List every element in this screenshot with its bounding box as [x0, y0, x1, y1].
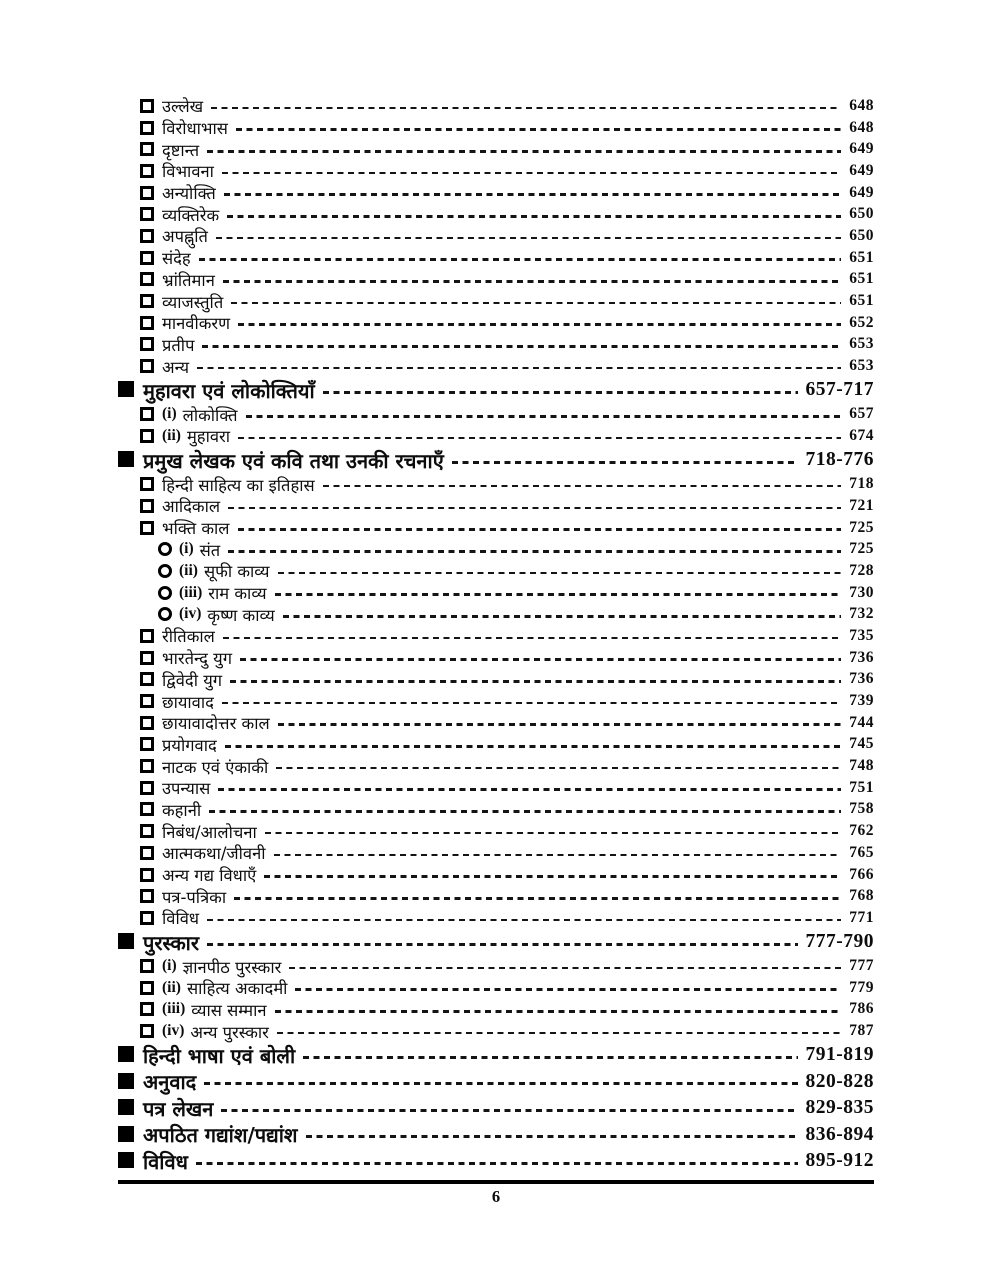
- toc-row: [118, 425, 874, 447]
- open-square-icon: [140, 629, 154, 643]
- toc-row: [118, 447, 874, 474]
- open-square-icon: [140, 407, 154, 421]
- toc-row: [118, 269, 874, 291]
- toc-row: [118, 885, 874, 907]
- circle-icon: [158, 542, 172, 556]
- dotted-leader: [199, 258, 842, 261]
- toc-row: [118, 247, 874, 269]
- toc-item-prefix: (ii): [162, 426, 181, 444]
- toc-page-number: 736: [849, 648, 874, 666]
- toc-page-number: 674: [849, 426, 874, 444]
- dotted-leader: [202, 345, 841, 348]
- toc-item-label: छायावादोत्तर काल: [162, 714, 270, 734]
- toc-page-number: 649: [849, 161, 874, 179]
- toc-page-number: 739: [849, 692, 874, 710]
- toc-row: [118, 999, 874, 1021]
- toc-item-label: प्रमुख लेखक एवं कवि तथा उनकी रचनाएँ: [143, 448, 444, 473]
- open-square-icon: [140, 499, 154, 513]
- toc-page-number: 791-819: [805, 1044, 874, 1066]
- open-square-icon: [140, 959, 154, 973]
- toc-row: [118, 160, 874, 182]
- toc-row: [118, 907, 874, 929]
- toc-item-label: आत्मकथा/जीवनी: [162, 844, 266, 864]
- toc-row: [118, 225, 874, 247]
- open-square-icon: [140, 1024, 154, 1038]
- open-square-icon: [140, 272, 154, 286]
- dotted-leader: [306, 1135, 798, 1138]
- toc-row: [118, 290, 874, 312]
- dotted-leader: [209, 810, 841, 813]
- toc-row: [118, 1069, 874, 1096]
- toc-row: [118, 560, 874, 582]
- toc-row: [118, 334, 874, 356]
- filled-square-icon: [118, 381, 134, 397]
- toc-row: [118, 977, 874, 999]
- open-square-icon: [140, 99, 154, 113]
- toc-item-label: अनुवाद: [143, 1070, 197, 1095]
- dotted-leader: [230, 680, 841, 683]
- dotted-leader: [303, 1056, 797, 1059]
- toc-page-number: 771: [849, 908, 874, 926]
- toc-page-number: 718: [849, 475, 874, 493]
- dotted-leader: [274, 854, 842, 857]
- circle-icon: [158, 607, 172, 621]
- toc-row: [118, 1095, 874, 1122]
- open-square-icon: [140, 672, 154, 686]
- dotted-leader: [211, 107, 841, 110]
- toc-page-number: 651: [849, 292, 874, 310]
- open-square-icon: [140, 121, 154, 135]
- toc-item-label: राम काव्य: [208, 584, 267, 604]
- toc-item-label: सूफी काव्य: [203, 562, 270, 582]
- toc-row: [118, 734, 874, 756]
- toc-item-label: उल्लेख: [162, 97, 204, 117]
- toc-row: [118, 495, 874, 517]
- toc-page-number: 650: [849, 205, 874, 223]
- toc-row: [118, 690, 874, 712]
- filled-square-icon: [118, 451, 134, 467]
- toc-item-label: अन्य पुरस्कार: [190, 1022, 269, 1042]
- toc-item-label: भारतेन्दु युग: [162, 649, 232, 669]
- toc-item-label: पत्र-पत्रिका: [162, 887, 227, 907]
- toc-page-number: 651: [849, 270, 874, 288]
- toc-page-number: 777-790: [805, 931, 874, 952]
- open-square-icon: [140, 651, 154, 665]
- toc-row: [118, 603, 874, 625]
- toc-page-number: 758: [849, 800, 874, 818]
- toc-item-prefix: (iv): [162, 1022, 185, 1040]
- toc-item-label: अन्योक्ति: [162, 184, 216, 204]
- filled-square-icon: [118, 1152, 134, 1168]
- toc-item-label: भ्रांतिमान: [162, 270, 215, 290]
- toc-page-number: 725: [849, 518, 874, 536]
- toc-row: [118, 777, 874, 799]
- dotted-leader: [204, 1082, 797, 1085]
- toc-item-label: अपह्नुति: [162, 227, 208, 247]
- toc-row: [118, 929, 874, 956]
- toc-page-number: 653: [849, 357, 874, 375]
- toc-item-label: मानवीकरण: [162, 314, 231, 334]
- dotted-leader: [238, 528, 842, 531]
- dotted-leader: [323, 485, 842, 488]
- toc-item-label: रीतिकाल: [162, 627, 215, 647]
- dotted-leader: [207, 919, 841, 922]
- open-square-icon: [140, 251, 154, 265]
- toc-row: [118, 820, 874, 842]
- dotted-leader: [238, 323, 841, 326]
- open-square-icon: [140, 294, 154, 308]
- dotted-leader: [225, 745, 842, 748]
- filled-square-icon: [118, 1126, 134, 1142]
- toc-page-number: 652: [849, 313, 874, 331]
- toc-page-number: 649: [849, 140, 874, 158]
- toc-row: [118, 182, 874, 204]
- toc-page-number: 650: [849, 226, 874, 244]
- dotted-leader: [216, 237, 841, 240]
- dotted-leader: [223, 280, 841, 283]
- dotted-leader: [234, 897, 841, 900]
- toc-item-label: लोकोक्ति: [182, 405, 238, 425]
- toc-item-label: द्विवेदी युग: [162, 670, 223, 690]
- dotted-leader: [323, 391, 798, 394]
- dotted-leader: [218, 788, 841, 791]
- toc-page-number: 751: [849, 778, 874, 796]
- toc-item-prefix: (iv): [179, 605, 202, 623]
- open-square-icon: [140, 694, 154, 708]
- dotted-leader: [240, 658, 841, 661]
- dotted-leader: [228, 550, 841, 553]
- toc-page-number: 829-835: [805, 1097, 874, 1119]
- toc-row: [118, 403, 874, 425]
- toc-page-number: 766: [849, 865, 874, 883]
- toc-item-prefix: (i): [162, 957, 177, 975]
- toc-page-number: 728: [849, 561, 874, 579]
- open-square-icon: [140, 164, 154, 178]
- toc-row: [118, 1122, 874, 1149]
- dotted-leader: [196, 1162, 798, 1165]
- toc-item-label: संदेह: [162, 249, 191, 269]
- toc-item-label: निबंध/आलोचना: [162, 822, 257, 842]
- open-square-icon: [140, 781, 154, 795]
- toc-row: [118, 625, 874, 647]
- toc-item-label: छायावाद: [162, 692, 214, 712]
- toc-page-number: 762: [849, 822, 874, 840]
- dotted-leader: [275, 593, 842, 596]
- toc-row: [118, 517, 874, 539]
- toc-row: [118, 138, 874, 160]
- toc-row: [118, 1148, 874, 1175]
- dotted-leader: [265, 832, 841, 835]
- dotted-leader: [276, 767, 841, 770]
- toc-row: [118, 203, 874, 225]
- dotted-leader: [207, 943, 797, 946]
- toc-item-label: भक्ति काल: [162, 519, 230, 539]
- dotted-leader: [275, 1010, 842, 1013]
- toc-row: [118, 755, 874, 777]
- toc-item-label: विविध: [162, 909, 200, 929]
- toc-page-number: 768: [849, 887, 874, 905]
- toc-row: [118, 669, 874, 691]
- toc-page-number: 787: [849, 1022, 874, 1040]
- open-square-icon: [140, 186, 154, 200]
- toc-item-label: मुहावरा एवं लोकोक्तियाँ: [143, 378, 315, 403]
- toc-page-number: 730: [849, 583, 874, 601]
- dotted-leader: [224, 193, 841, 196]
- toc-item-prefix: (i): [179, 540, 194, 558]
- open-square-icon: [140, 716, 154, 730]
- toc-item-label: व्यक्तिरेक: [162, 205, 220, 225]
- toc-item-label: आदिकाल: [162, 497, 221, 517]
- circle-icon: [158, 586, 172, 600]
- toc-row: [118, 582, 874, 604]
- toc-page-number: 732: [849, 605, 874, 623]
- filled-square-icon: [118, 1099, 134, 1115]
- toc-page-number: 745: [849, 735, 874, 753]
- toc-page-number: 725: [849, 540, 874, 558]
- toc-page-number: 648: [849, 118, 874, 136]
- open-square-icon: [140, 737, 154, 751]
- dotted-leader: [228, 507, 841, 510]
- dotted-leader: [295, 988, 841, 991]
- open-square-icon: [140, 337, 154, 351]
- toc-item-label: अपठित गद्यांश/पद्यांश: [143, 1123, 298, 1148]
- toc-page-number: 721: [849, 496, 874, 514]
- toc-page-number: 718-776: [805, 449, 874, 471]
- toc-row: [118, 955, 874, 977]
- dotted-leader: [221, 1109, 797, 1112]
- toc-item-label: नाटक एवं एंकाकी: [162, 757, 269, 777]
- toc-page-number: 779: [849, 978, 874, 996]
- toc-page-number: 657-717: [805, 379, 874, 401]
- toc-item-label: पुरस्कार: [143, 930, 200, 955]
- toc-row: [118, 473, 874, 495]
- toc-row: [118, 355, 874, 377]
- dotted-leader: [223, 637, 841, 640]
- open-square-icon: [140, 889, 154, 903]
- toc-page-number: 836-894: [805, 1123, 874, 1145]
- toc-page-number: 657: [849, 405, 874, 423]
- filled-square-icon: [118, 1046, 134, 1062]
- toc-row: [118, 864, 874, 886]
- dotted-leader: [197, 367, 841, 370]
- toc-item-label: व्याजस्तुति: [162, 292, 224, 312]
- toc-row: [118, 799, 874, 821]
- footer-rule: [118, 1180, 874, 1184]
- dotted-leader: [222, 172, 841, 175]
- dotted-leader: [452, 461, 798, 464]
- dotted-leader: [231, 302, 841, 305]
- toc-item-label: साहित्य अकादमी: [186, 979, 288, 999]
- toc-row: [118, 538, 874, 560]
- dotted-leader: [236, 128, 841, 131]
- open-square-icon: [140, 868, 154, 882]
- open-square-icon: [140, 981, 154, 995]
- toc-page-number: 651: [849, 248, 874, 266]
- open-square-icon: [140, 142, 154, 156]
- open-square-icon: [140, 824, 154, 838]
- dotted-leader: [227, 215, 841, 218]
- open-square-icon: [140, 911, 154, 925]
- dotted-leader: [277, 1032, 841, 1035]
- toc-page-number: 648: [849, 96, 874, 114]
- toc-item-label: ज्ञानपीठ पुरस्कार: [182, 957, 282, 977]
- toc-row: [118, 1020, 874, 1042]
- toc-item-label: व्यास सम्मान: [191, 1000, 267, 1020]
- toc-item-label: दृष्टान्त: [162, 140, 200, 160]
- toc-page-number: 748: [849, 757, 874, 775]
- toc-page-number: 744: [849, 713, 874, 731]
- dotted-leader: [278, 572, 842, 575]
- toc-page-number: 736: [849, 670, 874, 688]
- toc-row: [118, 647, 874, 669]
- toc-page-number: 649: [849, 183, 874, 201]
- toc-item-label: विरोधाभास: [162, 119, 228, 139]
- toc-item-label: अन्य: [162, 357, 190, 377]
- toc-row: [118, 377, 874, 404]
- toc-page-number: 735: [849, 626, 874, 644]
- toc-item-label: विभावना: [162, 162, 214, 182]
- open-square-icon: [140, 846, 154, 860]
- table-of-contents: [118, 95, 874, 1175]
- open-square-icon: [140, 207, 154, 221]
- toc-row: [118, 95, 874, 117]
- toc-item-label: कहानी: [162, 800, 202, 820]
- toc-item-prefix: (iii): [162, 1000, 186, 1018]
- toc-item-label: अन्य गद्य विधाएँ: [162, 866, 257, 886]
- open-square-icon: [140, 429, 154, 443]
- toc-row: [118, 312, 874, 334]
- toc-item-label: हिन्दी भाषा एवं बोली: [143, 1043, 296, 1068]
- toc-row: [118, 842, 874, 864]
- filled-square-icon: [118, 1073, 134, 1089]
- toc-page-number: 786: [849, 1000, 874, 1018]
- toc-item-prefix: (iii): [179, 583, 203, 601]
- toc-page-number: 777: [849, 957, 874, 975]
- open-square-icon: [140, 802, 154, 816]
- dotted-leader: [222, 702, 841, 705]
- filled-square-icon: [118, 933, 134, 949]
- toc-page-number: 895-912: [805, 1150, 874, 1172]
- toc-item-label: प्रयोगवाद: [162, 735, 217, 755]
- open-square-icon: [140, 759, 154, 773]
- toc-page-number: 653: [849, 335, 874, 353]
- toc-item-prefix: (ii): [179, 561, 198, 579]
- dotted-leader: [289, 967, 841, 970]
- page-number: 6: [491, 1187, 501, 1206]
- toc-page-number: 820-828: [805, 1070, 874, 1092]
- toc-row: [118, 712, 874, 734]
- dotted-leader: [283, 615, 842, 618]
- open-square-icon: [140, 521, 154, 535]
- open-square-icon: [140, 229, 154, 243]
- open-square-icon: [140, 1002, 154, 1016]
- toc-row: [118, 117, 874, 139]
- dotted-leader: [238, 437, 841, 440]
- circle-icon: [158, 564, 172, 578]
- open-square-icon: [140, 477, 154, 491]
- toc-item-label: प्रतीप: [162, 335, 195, 355]
- toc-row: [118, 1042, 874, 1069]
- toc-item-label: पत्र लेखन: [143, 1096, 214, 1121]
- dotted-leader: [246, 415, 842, 418]
- dotted-leader: [278, 723, 842, 726]
- toc-item-label: मुहावरा: [186, 427, 231, 447]
- toc-item-prefix: (ii): [162, 978, 181, 996]
- toc-item-label: विविध: [143, 1149, 188, 1174]
- open-square-icon: [140, 359, 154, 373]
- toc-item-label: हिन्दी साहित्य का इतिहास: [162, 475, 315, 495]
- toc-page-number: 765: [849, 843, 874, 861]
- open-square-icon: [140, 316, 154, 330]
- toc-item-label: उपन्यास: [162, 779, 211, 799]
- dotted-leader: [264, 875, 841, 878]
- toc-item-label: कृष्ण काव्य: [207, 605, 275, 625]
- toc-item-label: संत: [199, 540, 221, 560]
- toc-item-prefix: (i): [162, 405, 177, 423]
- dotted-leader: [207, 150, 841, 153]
